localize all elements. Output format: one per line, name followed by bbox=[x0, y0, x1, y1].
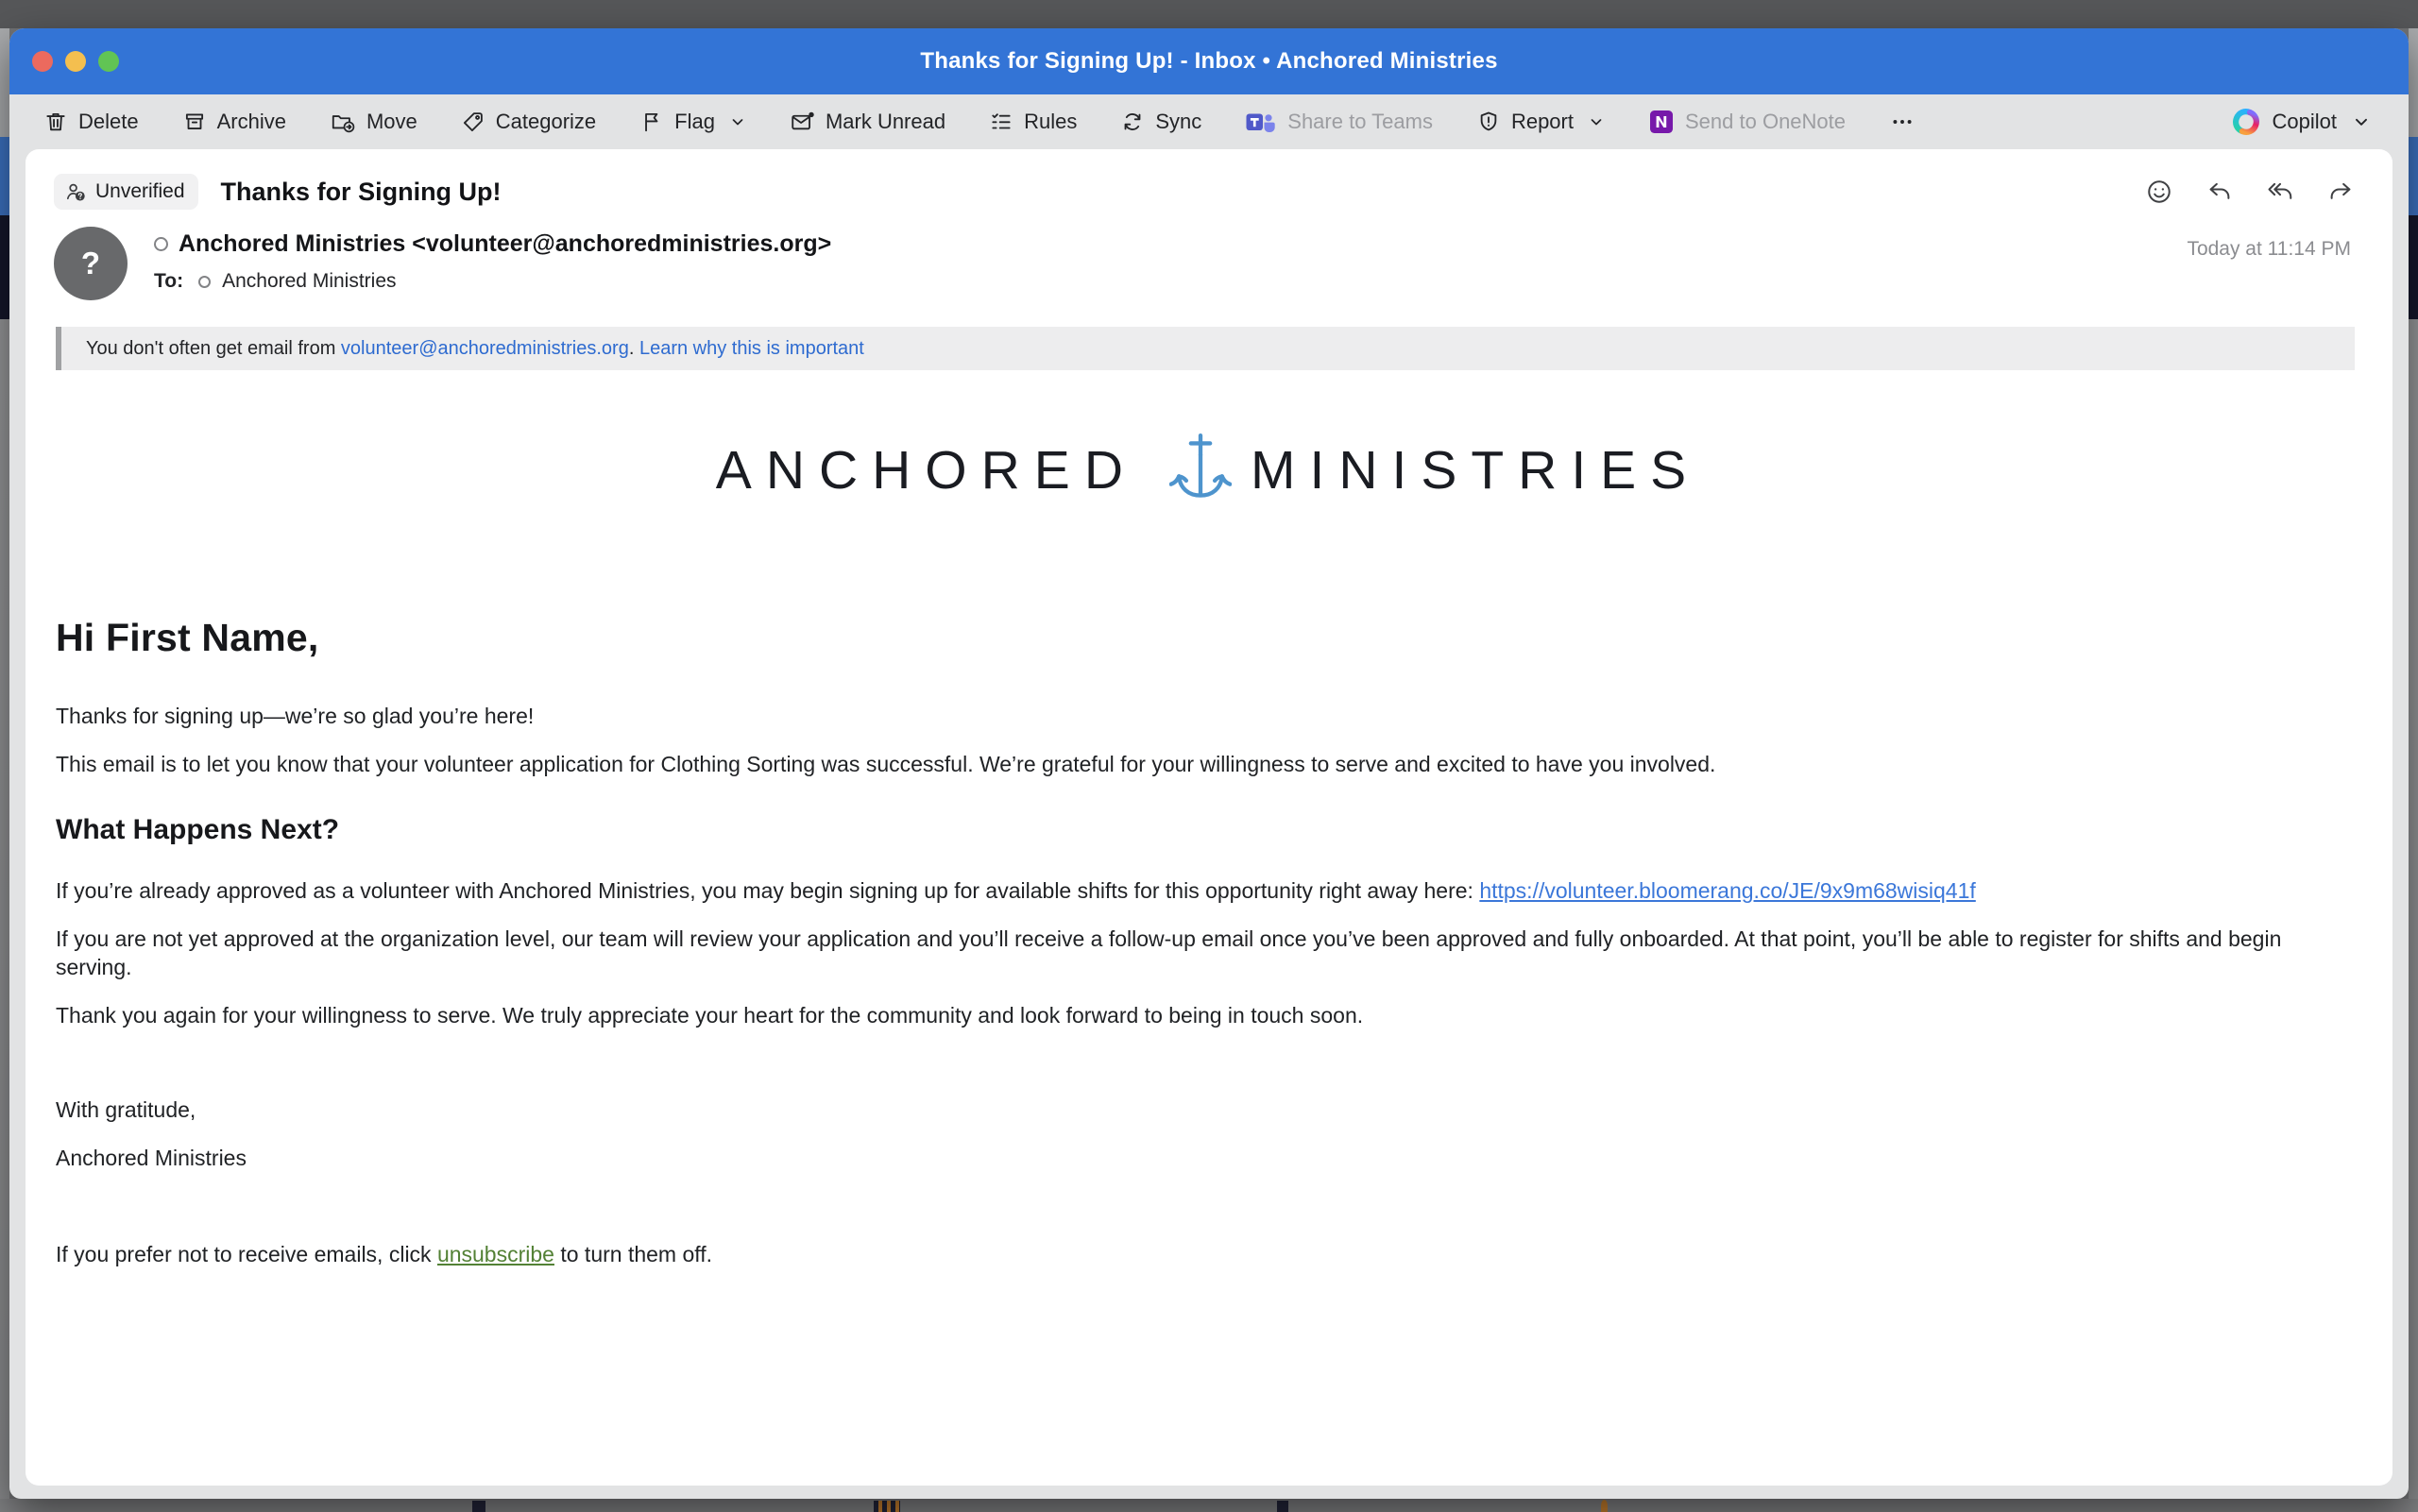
delete-button[interactable] bbox=[43, 110, 139, 134]
delete-label: Delete bbox=[78, 110, 139, 133]
rules-label: Rules bbox=[1024, 110, 1078, 133]
trash-icon bbox=[43, 110, 68, 134]
copilot-button[interactable] bbox=[2231, 107, 2371, 137]
message-actions bbox=[2145, 178, 2355, 206]
sync-icon bbox=[1120, 110, 1145, 134]
body-paragraph bbox=[56, 876, 2360, 905]
dock-icon-fragment bbox=[874, 1501, 900, 1512]
what-happens-next-heading: What Happens Next? bbox=[56, 814, 340, 845]
desktop-background-right-sliver bbox=[2409, 28, 2418, 1512]
notice-text: You don't often get email from bbox=[86, 337, 341, 359]
desktop-background-top bbox=[0, 0, 2418, 28]
move-folder-icon bbox=[330, 110, 356, 134]
sender-avatar[interactable] bbox=[54, 227, 128, 300]
signature-closing: With gratitude, bbox=[56, 1097, 196, 1122]
shift-signup-text: If you’re already approved as a volunteer with Anchored Ministries, you may begin signing up for available shifts for this opportunity right away here: bbox=[56, 878, 1480, 903]
recipient-name[interactable]: Anchored Ministries bbox=[222, 270, 397, 292]
flag-icon bbox=[639, 110, 664, 134]
move-button[interactable] bbox=[330, 110, 417, 134]
chevron-down-icon bbox=[1588, 113, 1605, 130]
notice-separator: . bbox=[628, 337, 639, 359]
title-bar bbox=[9, 28, 2409, 94]
body-paragraph: Thanks for signing up—we’re so glad you’re here! bbox=[56, 704, 535, 728]
unsubscribe-link[interactable]: unsubscribe bbox=[436, 1242, 554, 1266]
unsubscribe-prefix: If you prefer not to receive emails, click bbox=[56, 1242, 437, 1266]
to-label: To: bbox=[154, 270, 184, 292]
first-contact-safety-tip bbox=[56, 327, 2355, 370]
unsubscribe-suffix: to turn them off. bbox=[553, 1242, 713, 1266]
send-to-onenote-label: Send to OneNote bbox=[1685, 110, 1847, 133]
copilot-label: Copilot bbox=[2272, 110, 2337, 133]
body-paragraph: Thank you again for your willingness to serve. We truly appreciate your heart for the community and look forward to being in touch soon. bbox=[56, 1003, 1364, 1028]
logo-text-left: ANCHORED bbox=[715, 440, 1137, 501]
outlook-window bbox=[9, 28, 2409, 1499]
sender-name[interactable]: Anchored Ministries <volunteer@anchoredministries.org> bbox=[179, 230, 832, 257]
archive-button[interactable] bbox=[182, 110, 286, 134]
body-paragraph: If you are not yet approved at the organization level, our team will review your application and you’ll receive a follow-up email once you’ve been approved and fully onboarded. At that point, you’ll be able to register for shifts and begin serving. bbox=[56, 926, 2282, 979]
copilot-icon bbox=[2231, 107, 2261, 137]
minimize-window-button[interactable] bbox=[65, 51, 86, 72]
archive-label: Archive bbox=[216, 110, 286, 133]
reply-icon[interactable] bbox=[2205, 178, 2234, 206]
unverified-label: Unverified bbox=[95, 180, 185, 202]
report-label: Report bbox=[1510, 110, 1574, 133]
reply-all-icon[interactable] bbox=[2266, 178, 2294, 206]
report-shield-icon bbox=[1476, 110, 1501, 134]
zoom-window-button[interactable] bbox=[98, 51, 119, 72]
mail-unread-icon bbox=[790, 110, 815, 134]
desktop-dock-strip bbox=[0, 1499, 2418, 1512]
categorize-label: Categorize bbox=[495, 110, 597, 133]
body-paragraph: This email is to let you know that your volunteer application for Clothing Sorting was successful. We’re grateful for your willingness to serve and excited to have you involved. bbox=[56, 752, 1716, 776]
signature-name: Anchored Ministries bbox=[56, 1146, 247, 1170]
message-header bbox=[26, 149, 2392, 300]
desktop-background-left-sliver bbox=[0, 28, 9, 1512]
mark-unread-button[interactable] bbox=[790, 110, 945, 134]
message-toolbar bbox=[9, 94, 2409, 149]
reactions-smiley-icon[interactable] bbox=[2145, 178, 2173, 206]
more-options-button[interactable] bbox=[1889, 110, 1916, 134]
dock-icon-fragment bbox=[1601, 1500, 1608, 1512]
sync-button[interactable] bbox=[1120, 110, 1201, 134]
forward-icon[interactable] bbox=[2326, 178, 2355, 206]
flag-dropdown-button[interactable] bbox=[729, 113, 746, 130]
send-to-onenote-button[interactable] bbox=[1648, 109, 1846, 135]
dock-icon-fragment bbox=[1277, 1501, 1288, 1512]
unverified-person-icon bbox=[64, 180, 87, 203]
onenote-icon bbox=[1648, 109, 1675, 135]
flag-label: Flag bbox=[674, 110, 715, 133]
anchored-ministries-logo bbox=[56, 431, 2360, 510]
report-button[interactable] bbox=[1476, 110, 1605, 134]
logo-text-right: MINISTRIES bbox=[1251, 440, 1701, 501]
window-title: Thanks for Signing Up! - Inbox • Anchored Ministries bbox=[920, 48, 1498, 74]
rules-checklist-icon bbox=[989, 110, 1013, 134]
more-ellipsis-icon bbox=[1889, 110, 1916, 134]
move-label: Move bbox=[366, 110, 417, 133]
greeting-heading: Hi First Name, bbox=[56, 616, 319, 659]
reading-pane bbox=[26, 149, 2392, 1486]
share-to-teams-button[interactable] bbox=[1245, 109, 1433, 135]
rules-button[interactable] bbox=[989, 110, 1077, 134]
chevron-down-icon bbox=[2352, 112, 2371, 131]
learn-why-link[interactable]: Learn why this is important bbox=[639, 337, 864, 359]
message-timestamp: Today at 11:14 PM bbox=[2187, 238, 2351, 260]
tag-icon bbox=[461, 110, 485, 134]
message-body bbox=[26, 431, 2392, 1268]
unsubscribe-line bbox=[56, 1240, 2360, 1268]
close-window-button[interactable] bbox=[32, 51, 53, 72]
unverified-sender-badge[interactable] bbox=[54, 174, 198, 210]
archive-icon bbox=[182, 110, 207, 134]
sync-label: Sync bbox=[1155, 110, 1202, 133]
avatar-placeholder: ? bbox=[80, 246, 101, 280]
mark-unread-label: Mark Unread bbox=[825, 110, 946, 133]
shift-signup-link[interactable]: https://volunteer.bloomerang.co/JE/9x9m68wisiq41f bbox=[1479, 878, 1976, 903]
copilot-dropdown-button[interactable] bbox=[2352, 112, 2371, 131]
teams-icon bbox=[1245, 109, 1277, 135]
chevron-down-icon bbox=[729, 113, 746, 130]
share-to-teams-label: Share to Teams bbox=[1287, 110, 1433, 133]
traffic-lights bbox=[32, 51, 119, 72]
anchor-cross-icon bbox=[1169, 431, 1232, 510]
presence-indicator bbox=[154, 237, 168, 251]
flag-button[interactable] bbox=[639, 110, 746, 134]
message-subject: Thanks for Signing Up! bbox=[220, 177, 502, 206]
notice-sender-link[interactable]: volunteer@anchoredministries.org bbox=[340, 337, 629, 359]
dock-icon-fragment bbox=[472, 1501, 485, 1512]
report-dropdown-button[interactable] bbox=[1588, 113, 1605, 130]
presence-indicator bbox=[198, 276, 211, 288]
categorize-button[interactable] bbox=[461, 110, 596, 134]
